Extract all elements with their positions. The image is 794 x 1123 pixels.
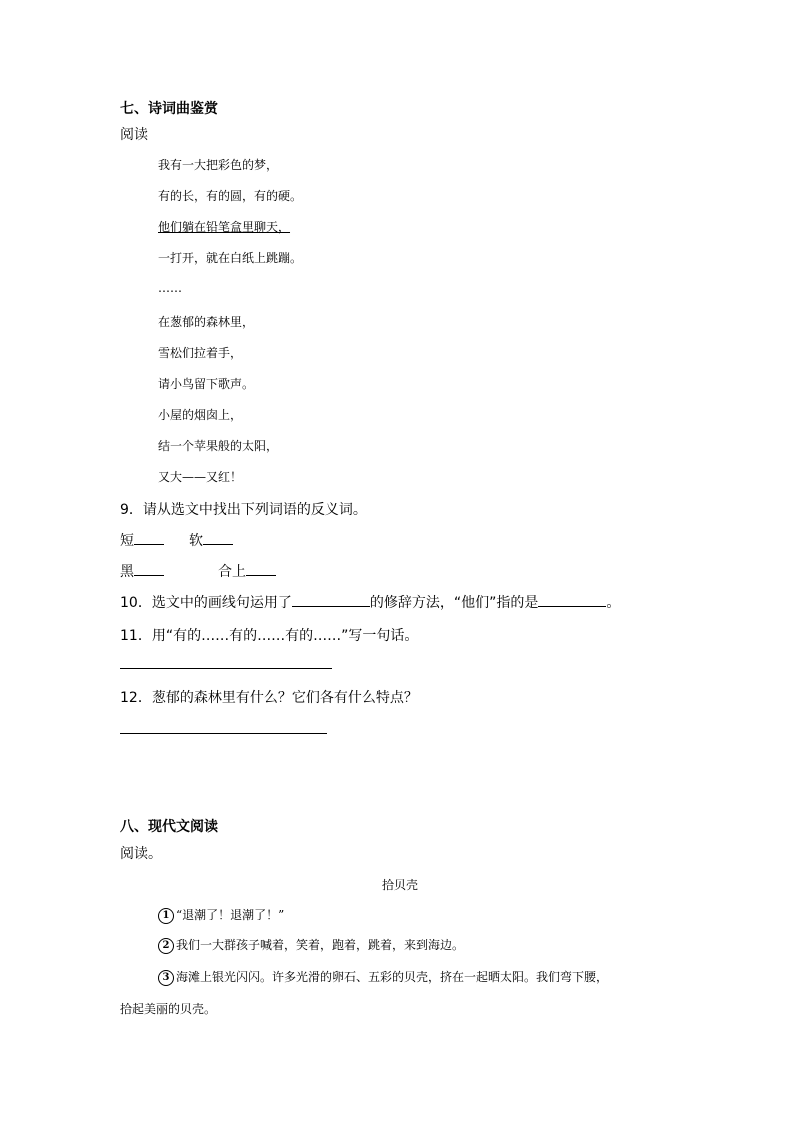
antonym-word: 合上 xyxy=(218,564,246,580)
paragraph-number-circle: 2 xyxy=(158,938,174,954)
story-title: 拾贝壳 xyxy=(382,878,419,892)
paragraph xyxy=(158,906,284,924)
section-title-modern-reading: 八、现代文阅读 xyxy=(120,819,218,835)
poem-line: 有的长，有的圆，有的硬。 xyxy=(158,189,303,203)
paragraph-number-circle: 1 xyxy=(158,908,174,924)
paragraph xyxy=(158,936,464,954)
answer-blank[interactable] xyxy=(134,532,164,545)
poem-line: 请小鸟留下歌声。 xyxy=(158,377,255,391)
poem-line: 雪松们拉着手， xyxy=(158,346,243,360)
poem-line: 我有一大把彩色的梦， xyxy=(158,158,279,172)
question-9: 9．请从选文中找出下列词语的反义词。 xyxy=(120,502,367,518)
answer-blank[interactable] xyxy=(203,532,233,545)
answer-line[interactable] xyxy=(120,733,327,734)
paragraph-number-circle: 3 xyxy=(158,970,174,986)
question-10-part3: 。 xyxy=(606,595,621,611)
question-11: 11．用“有的……有的……有的……”写一句话。 xyxy=(120,628,419,644)
paragraph xyxy=(158,968,608,986)
answer-blank[interactable] xyxy=(292,594,370,607)
poem-line: 小屋的烟囱上， xyxy=(158,408,243,422)
poem-line: 结一个苹果般的太阳， xyxy=(158,439,279,453)
antonym-item xyxy=(218,561,276,581)
instruction-read: 阅读 xyxy=(120,127,148,143)
antonym-word: 软 xyxy=(189,533,203,549)
poem-line-underlined: 他们躺在铅笔盒里聊天， xyxy=(158,220,291,234)
paragraph-text: “退潮了！退潮了！” xyxy=(176,908,285,922)
paragraph-continuation: 拾起美丽的贝壳。 xyxy=(120,1002,217,1016)
answer-blank[interactable] xyxy=(538,594,606,607)
section-title-poetry: 七、诗词曲鉴赏 xyxy=(120,101,218,117)
answer-line[interactable] xyxy=(120,668,332,669)
poem-line: 一打开，就在白纸上跳蹦。 xyxy=(158,251,303,265)
question-10-part1: 10．选文中的画线句运用了 xyxy=(120,595,292,611)
poem-ellipsis: …… xyxy=(158,281,182,295)
instruction-read: 阅读。 xyxy=(120,846,162,862)
poem-line: 又大——又红！ xyxy=(158,470,243,484)
paragraph-text: 海滩上银光闪闪。许多光滑的卵石、五彩的贝壳，挤在一起晒太阳。我们弯下腰， xyxy=(176,970,609,984)
poem-line: 在葱郁的森林里， xyxy=(158,315,255,329)
question-12: 12．葱郁的森林里有什么？它们各有什么特点？ xyxy=(120,690,418,706)
antonym-item xyxy=(189,530,233,550)
antonym-word: 短 xyxy=(120,533,134,549)
question-10-part2: 的修辞方法，“他们”指的是 xyxy=(369,595,539,611)
paragraph-text: 我们一大群孩子喊着，笑着，跑着，跳着，来到海边。 xyxy=(176,938,465,952)
answer-blank[interactable] xyxy=(134,563,164,576)
antonym-word: 黑 xyxy=(120,564,134,580)
antonym-item xyxy=(120,530,164,550)
answer-blank[interactable] xyxy=(246,563,276,576)
antonym-item xyxy=(120,561,164,581)
question-10 xyxy=(120,592,620,612)
